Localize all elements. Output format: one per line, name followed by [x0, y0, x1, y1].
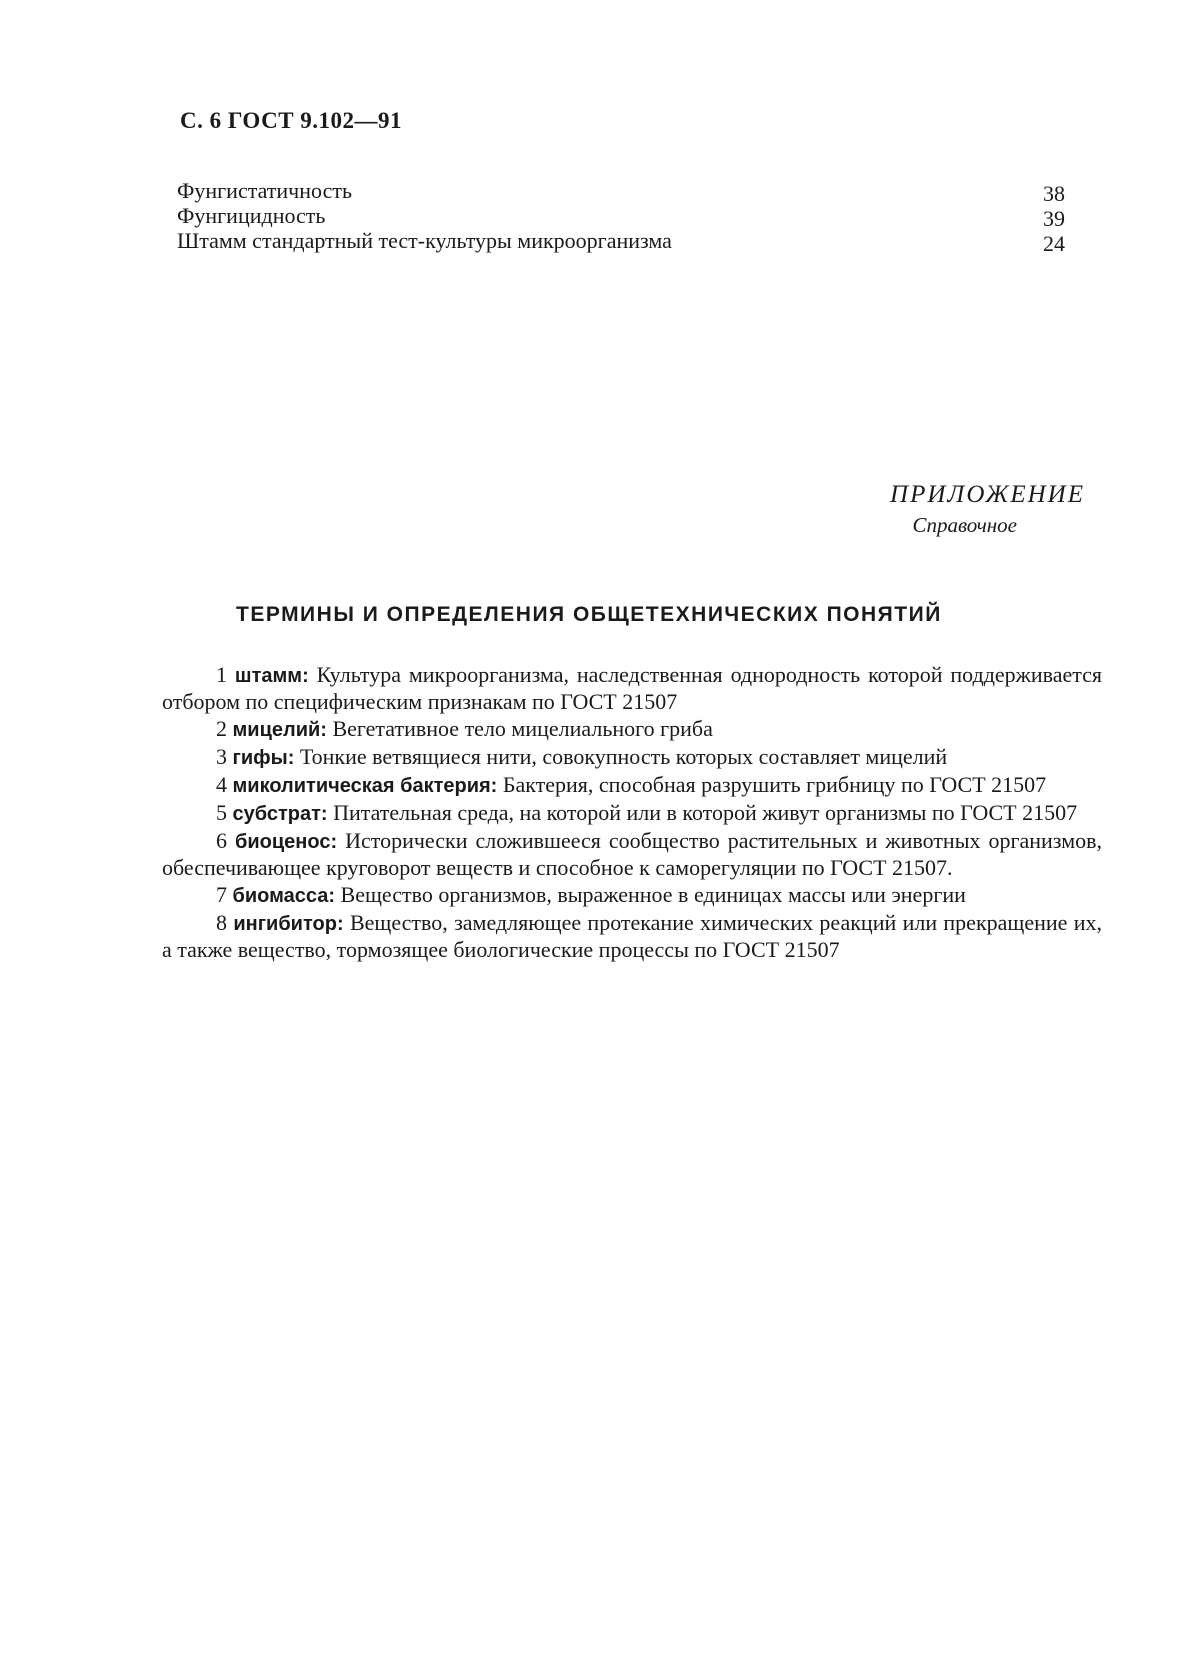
definition-number: 4 [216, 772, 227, 797]
definition-item [162, 744, 1102, 771]
definition-number: 8 [216, 910, 227, 935]
index-page-number: 24 [1043, 231, 1065, 256]
definition-number: 3 [216, 744, 227, 769]
index-term: Фунгицидность [177, 203, 326, 228]
definition-item [162, 882, 1102, 909]
appendix-title: ПРИЛОЖЕНИЕ [890, 481, 1085, 508]
definition-term: биоценос: [235, 831, 338, 853]
definition-text: Исторически сложившееся сообщество растительных и животных организмов, обеспечивающее круговорот веществ и способное к саморегуляции по ГОСТ 21507. [162, 828, 1102, 880]
definition-term: гифы: [232, 747, 295, 769]
definition-term: штамм: [234, 665, 309, 687]
definition-text: Вещество, замедляющее протекание химических реакций или прекращение их, а также вещество, тормозящее биологические процессы по ГОСТ 21507 [162, 910, 1103, 962]
definition-term: субстрат: [232, 803, 328, 825]
definition-term: ингибитор: [233, 913, 344, 935]
index-entry [177, 228, 1065, 256]
definitions-list [162, 662, 1102, 964]
index-page-number: 39 [1043, 206, 1065, 231]
definition-term: миколитическая бактерия: [232, 775, 498, 797]
definition-number: 2 [216, 716, 227, 741]
index-entry [177, 203, 1065, 231]
definition-item [162, 828, 1102, 881]
definition-number: 1 [216, 662, 227, 687]
definition-number: 7 [216, 882, 227, 907]
definition-text: Вегетативное тело мицелиального гриба [332, 716, 713, 741]
index-term: Штамм стандартный тест-культуры микроорганизма [177, 228, 672, 253]
term-index-list [177, 178, 1065, 256]
definition-item [162, 662, 1102, 715]
definition-item [162, 716, 1102, 743]
section-title: ТЕРМИНЫ И ОПРЕДЕЛЕНИЯ ОБЩЕТЕХНИЧЕСКИХ ПОНЯТИЙ [236, 603, 942, 626]
definition-number: 6 [216, 828, 227, 853]
appendix-subtitle: Справочное [912, 513, 1017, 537]
definition-text: Культура микроорганизма, наследственная однородность которой поддерживается отбором по специфическим признакам по ГОСТ 21507 [162, 662, 1103, 714]
definition-text: Бактерия, способная разрушить грибницу по ГОСТ 21507 [502, 772, 1047, 797]
definition-item [162, 910, 1102, 963]
definition-number: 5 [216, 800, 227, 825]
definition-term: биомасса: [232, 885, 336, 907]
definition-term: мицелий: [232, 719, 327, 741]
page-header: С. 6 ГОСТ 9.102—91 [180, 108, 403, 133]
definition-item [162, 772, 1102, 799]
definition-text: Питательная среда, на которой или в которой живут организмы по ГОСТ 21507 [333, 800, 1078, 825]
index-page-number: 38 [1043, 181, 1065, 206]
index-entry [177, 178, 1065, 206]
definition-text: Вещество организмов, выраженное в единицах массы или энергии [340, 882, 966, 907]
definition-text: Тонкие ветвящиеся нити, совокупность которых составляет мицелий [299, 744, 948, 769]
definition-item [162, 800, 1102, 827]
index-term: Фунгистатичность [177, 178, 352, 203]
